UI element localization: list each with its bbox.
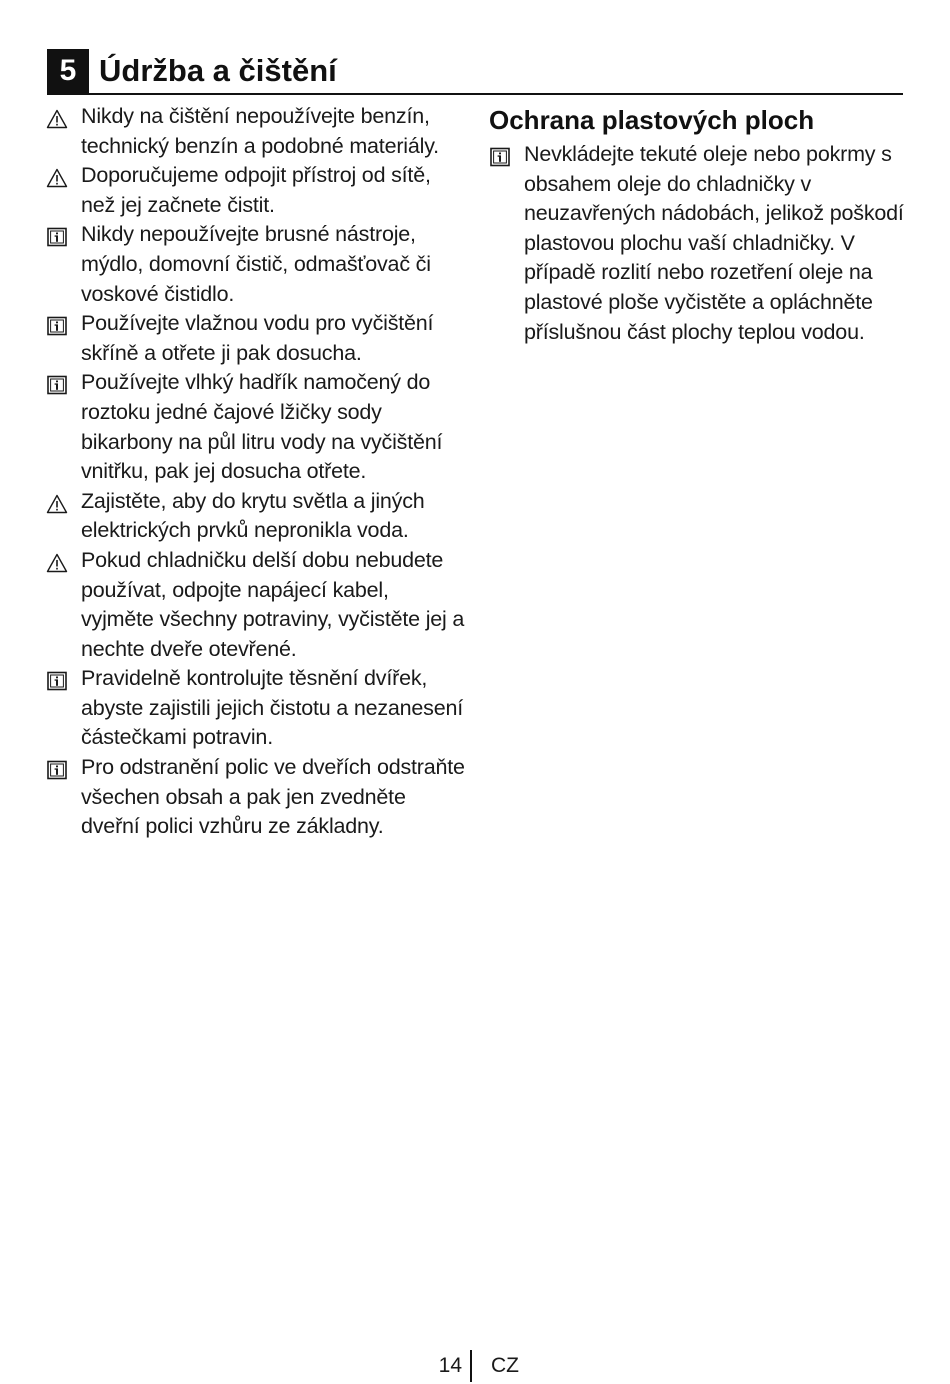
- list-item-text: Nevkládejte tekuté oleje nebo pokrmy s obsahem oleje do chladničky v neuzavřených nádobách, jelikož poškodí plastovou plochu vaší chladničky. V případě rozlití nebo rozetření oleje na plastové ploše vyčistěte a opláchněte příslušnou část plochy teplou vodou.: [524, 142, 904, 344]
- section-heading: Ochrana plastových ploch: [489, 105, 815, 135]
- list-item: [46, 753, 466, 842]
- page-number: 14: [438, 1354, 462, 1377]
- warning-icon: [46, 167, 68, 187]
- list-item: [489, 140, 909, 347]
- list-item: [46, 220, 466, 309]
- info-icon: [46, 374, 68, 394]
- list-item: [46, 664, 466, 753]
- list-item: [46, 309, 466, 368]
- language-code: CZ: [491, 1354, 519, 1377]
- list-item: [46, 546, 466, 664]
- info-icon: [46, 759, 68, 779]
- list-item-text: Pravidelně kontrolujte těsnění dvířek, abyste zajistili jejich čistotu a nezanesení částečkami potravin.: [81, 666, 463, 750]
- info-icon: [489, 146, 511, 166]
- info-icon: [46, 226, 68, 246]
- footer-divider: [470, 1350, 472, 1382]
- list-item-text: Pro odstranění polic ve dveřích odstraňte všechen obsah a pak jen zvedněte dveřní polici vzhůru ze základny.: [81, 755, 465, 839]
- list-item-text: Nikdy na čištění nepoužívejte benzín, technický benzín a podobné materiály.: [81, 104, 439, 158]
- left-column: [46, 102, 466, 842]
- chapter-number: 5: [47, 49, 89, 93]
- list-item-text: Používejte vlažnou vodu pro vyčištění skříně a otřete ji pak dosucha.: [81, 311, 434, 365]
- chapter-title: Údržba a čištění: [99, 53, 337, 88]
- warning-icon: [46, 552, 68, 572]
- list-item-text: Pokud chladničku delší dobu nebudete používat, odpojte napájecí kabel, vyjměte všechny potraviny, vyčistěte jej a nechte dveře otevřené.: [81, 547, 465, 661]
- info-icon: [46, 315, 68, 335]
- chapter-header: [47, 49, 903, 95]
- warning-icon: [46, 493, 68, 513]
- list-item-text: Používejte vlhký hadřík namočený do roztoku jedné čajové lžičky sody bikarbony na půl litru vody na vyčištění vnitřku, pak jej dosucha otřete.: [81, 370, 443, 484]
- list-item: [46, 368, 466, 486]
- list-item: [46, 487, 466, 546]
- page-footer: [0, 1348, 950, 1384]
- warning-icon: [46, 108, 68, 128]
- list-item-text: Doporučujeme odpojit přístroj od sítě, než jej začnete čistit.: [81, 163, 431, 217]
- right-column: [489, 102, 909, 347]
- list-item-text: Zajistěte, aby do krytu světla a jiných elektrických prvků nepronikla voda.: [81, 488, 425, 543]
- list-item: [46, 161, 466, 220]
- info-icon: [46, 670, 68, 690]
- list-item-text: Nikdy nepoužívejte brusné nástroje, mýdlo, domovní čistič, odmašťovač či voskové čistidlo.: [81, 222, 431, 306]
- list-item: [46, 102, 466, 161]
